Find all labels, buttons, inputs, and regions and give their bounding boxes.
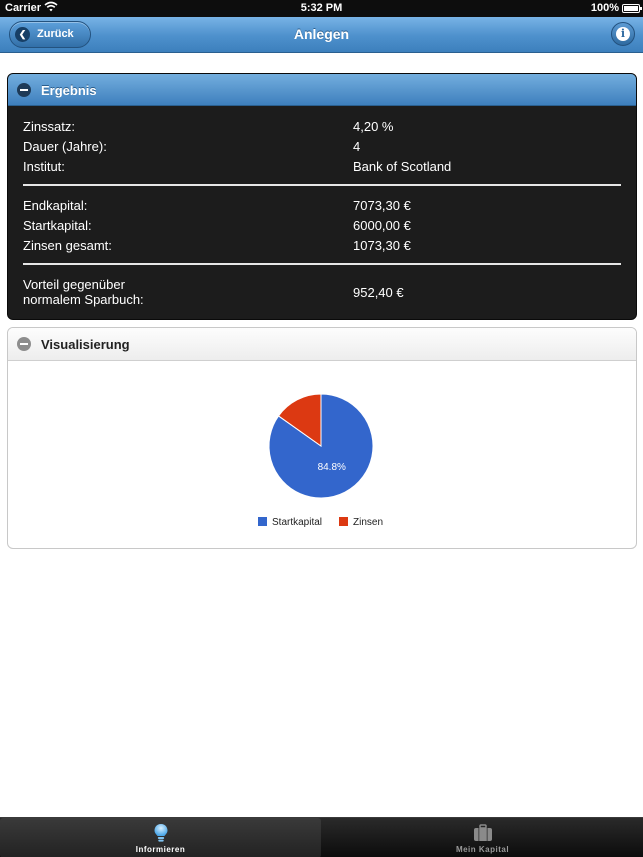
- legend-label: Startkapital: [272, 517, 323, 528]
- pie-chart: [8, 362, 636, 548]
- collapse-icon[interactable]: [17, 337, 31, 351]
- result-panel-title: Ergebnis: [41, 83, 97, 98]
- chevron-left-icon: ❮: [15, 27, 30, 42]
- legend-swatch: [258, 517, 267, 526]
- row-value: Bank of Scotland: [353, 159, 452, 174]
- row-label-line1: Vorteil gegenüber: [23, 277, 125, 292]
- legend-item-zinsen: [339, 517, 383, 528]
- info-icon: i: [616, 27, 630, 41]
- back-button-label: Zurück: [37, 28, 74, 40]
- row-label: Institut:: [23, 159, 65, 174]
- battery-percent: 100%: [590, 2, 619, 14]
- lightbulb-icon: [150, 823, 172, 843]
- status-bar: [0, 0, 643, 17]
- row-label: [23, 277, 144, 307]
- navigation-bar: [0, 17, 643, 53]
- legend-item-startkapital: [258, 517, 322, 528]
- row-value: 7073,30 €: [353, 198, 411, 213]
- visualization-panel: [7, 327, 637, 549]
- row-value: 952,40 €: [353, 285, 404, 300]
- row-label: Zinsen gesamt:: [23, 238, 112, 253]
- row-value: 4,20 %: [353, 119, 394, 134]
- collapse-icon[interactable]: [17, 83, 31, 97]
- battery-icon: [622, 4, 640, 13]
- pie-data-label: 84.8%: [317, 461, 346, 473]
- tab-label: Mein Kapital: [455, 845, 510, 854]
- row-label: Dauer (Jahre):: [23, 139, 107, 154]
- status-time: 5:32 PM: [300, 2, 343, 14]
- row-value: 4: [353, 139, 361, 154]
- tab-informieren[interactable]: [0, 818, 321, 857]
- carrier-label: Carrier: [5, 2, 42, 14]
- legend-swatch: [339, 517, 348, 526]
- legend-label: Zinsen: [353, 517, 384, 528]
- row-label: Startkapital:: [23, 218, 92, 233]
- tab-mein-kapital[interactable]: [322, 818, 643, 857]
- row-label: Zinssatz:: [23, 119, 76, 134]
- info-button[interactable]: [611, 22, 635, 46]
- divider: [23, 263, 621, 265]
- row-label-line2: normalem Sparbuch:: [23, 292, 144, 307]
- result-panel-header[interactable]: [8, 74, 636, 106]
- row-value: 1073,30 €: [353, 238, 411, 253]
- divider: [23, 184, 621, 186]
- row-label: Endkapital:: [23, 198, 88, 213]
- visualization-panel-title: Visualisierung: [41, 337, 130, 352]
- tab-bar: [0, 817, 643, 857]
- tab-label: Informieren: [135, 845, 186, 854]
- result-panel: [7, 73, 637, 320]
- visualization-panel-header[interactable]: [8, 328, 636, 361]
- briefcase-icon: [472, 823, 494, 843]
- row-value: 6000,00 €: [353, 218, 411, 233]
- page-title: Anlegen: [293, 26, 350, 42]
